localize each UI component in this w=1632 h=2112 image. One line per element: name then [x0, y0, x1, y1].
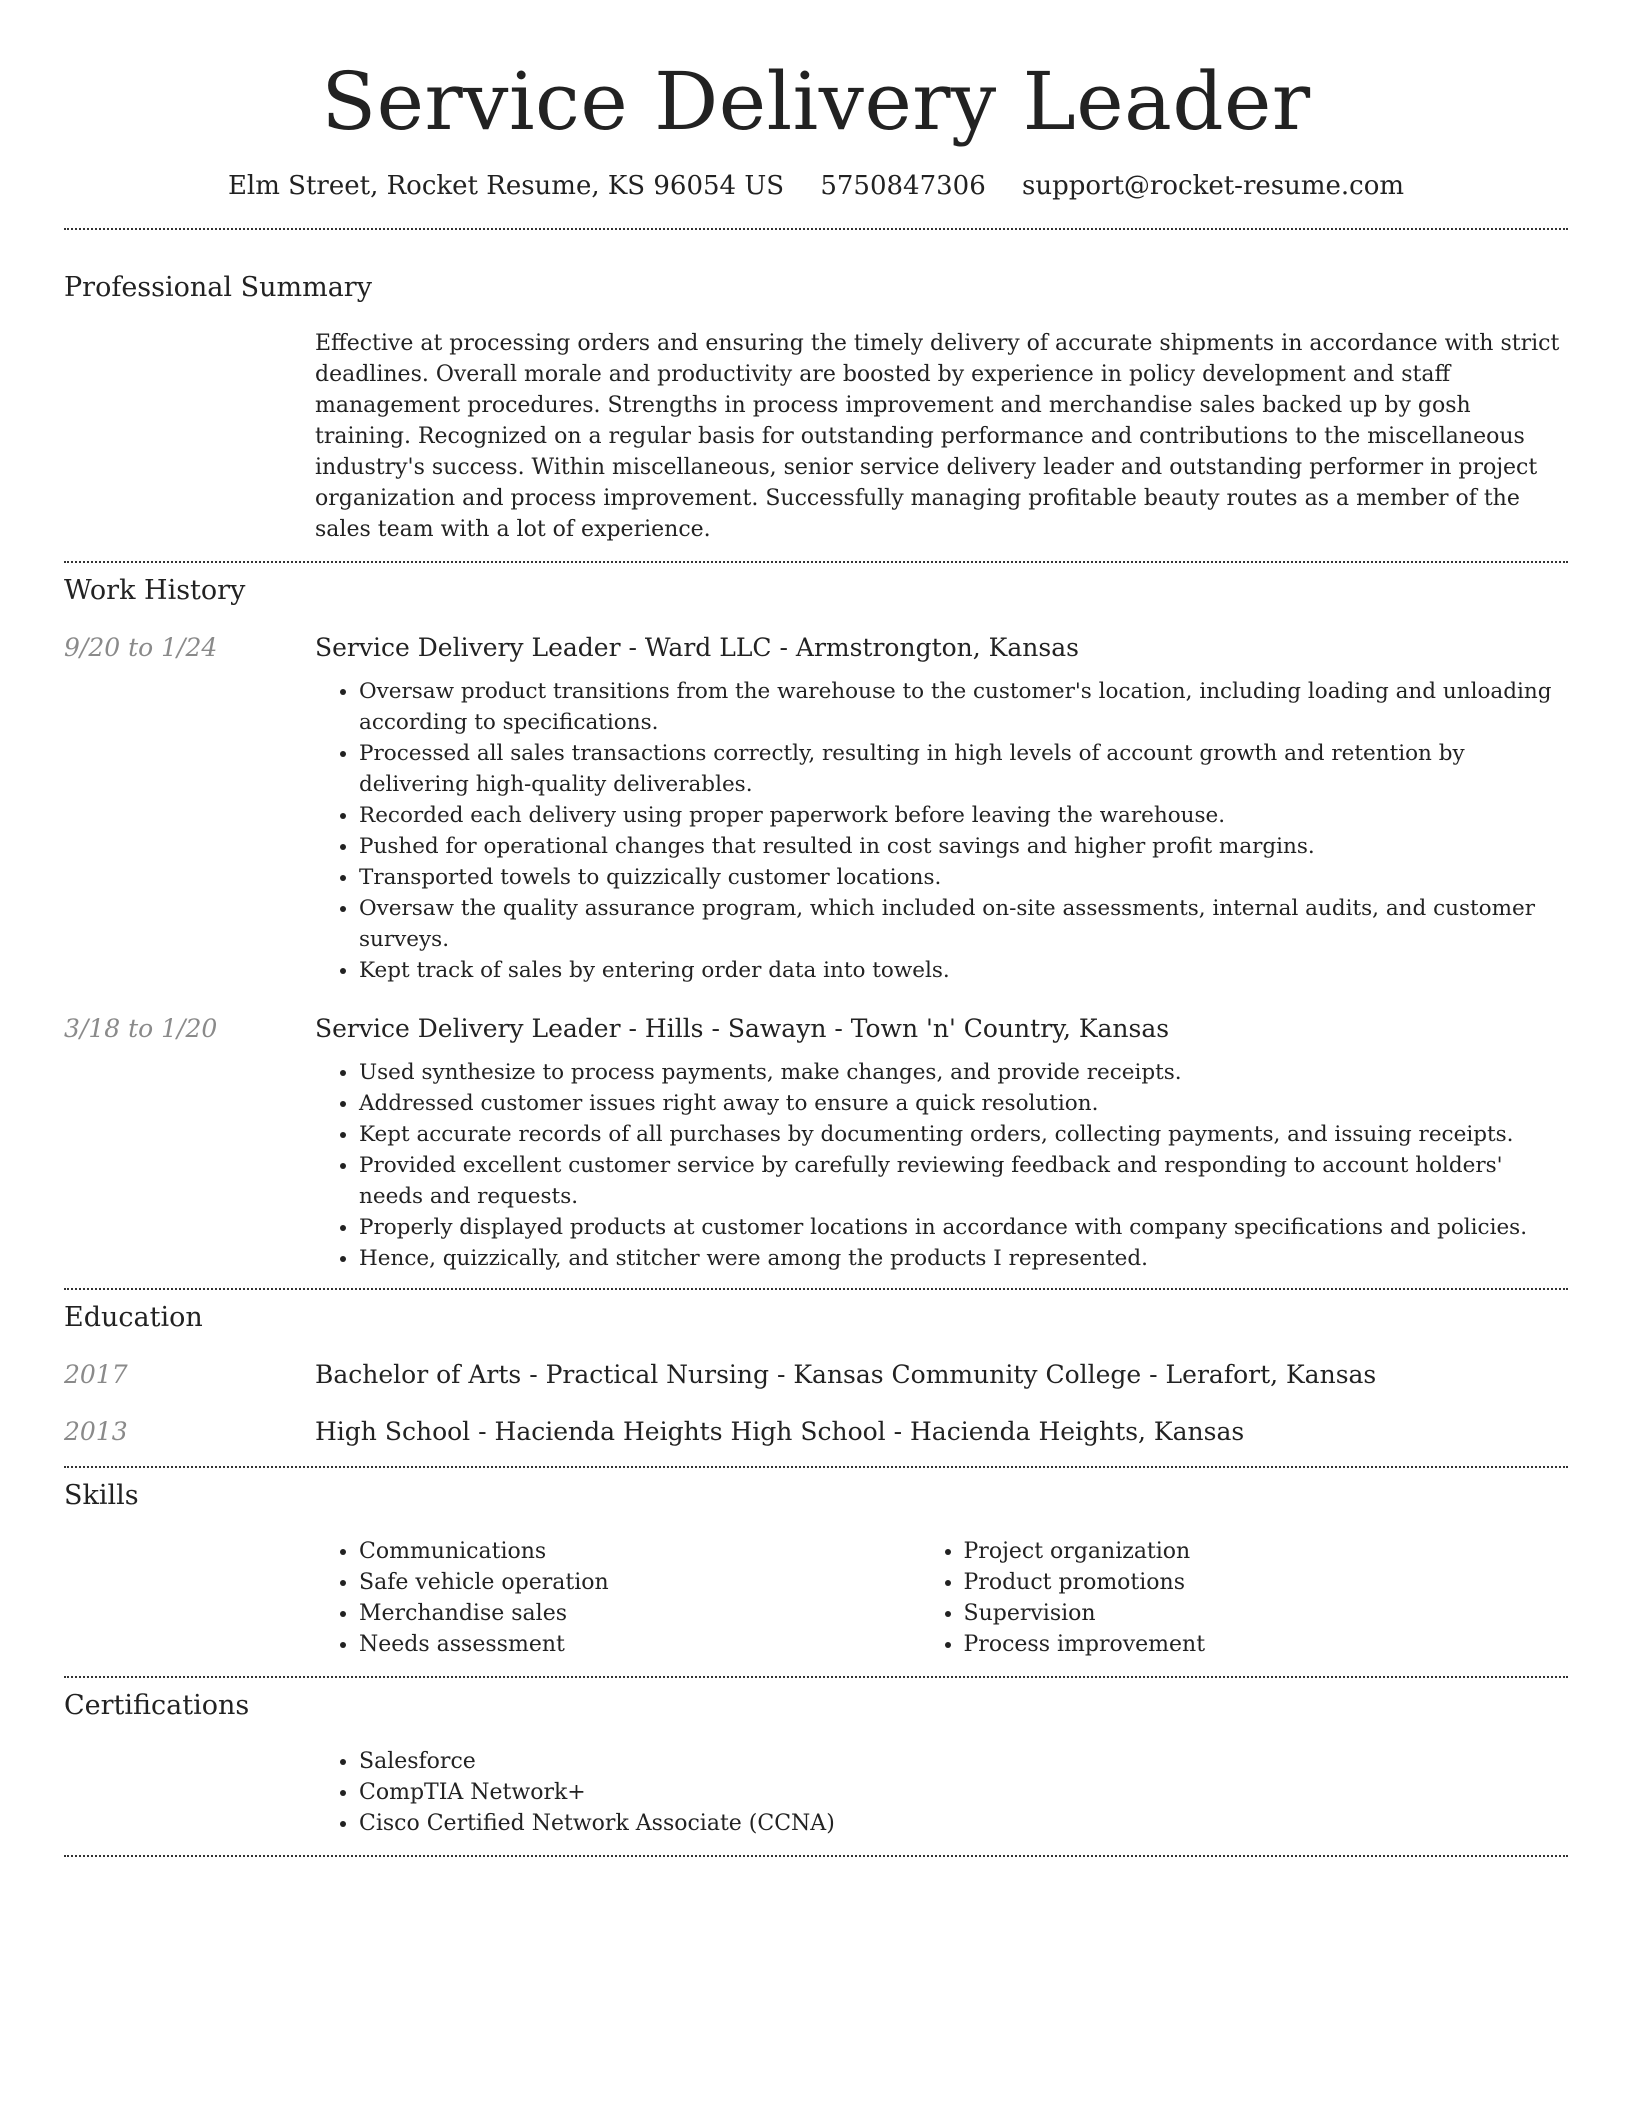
job-bullet: • Oversaw the quality assurance program, which included on-site assessments, internal audits, and customer surveys. [359, 893, 1568, 955]
job-bullet: • Kept track of sales by entering order data into towels. [359, 955, 1568, 986]
certification-item: • Salesforce [359, 1746, 1568, 1777]
contact-line [64, 168, 1568, 204]
skills-columns [359, 1536, 1568, 1660]
skill-item: • Product promotions [964, 1567, 1569, 1598]
certification-item: • CompTIA Network+ [359, 1777, 1568, 1808]
work-history-section [64, 563, 1568, 1274]
education-heading: High School - Hacienda Heights High School - Hacienda Heights, Kansas [315, 1417, 1245, 1446]
job-bullet: • Pushed for operational changes that resulted in cost savings and higher profit margins. [359, 831, 1568, 862]
job-bullets [359, 676, 1568, 986]
education-heading: Bachelor of Arts - Practical Nursing - Kansas Community College - Lerafort, Kansas [315, 1360, 1377, 1389]
job-bullet: • Recorded each delivery using proper paperwork before leaving the warehouse. [359, 800, 1568, 831]
job-bullet: • Properly displayed products at customer locations in accordance with company specifications and policies. [359, 1212, 1568, 1243]
contact-email: support@rocket-resume.com [1022, 171, 1405, 201]
certifications-section [64, 1678, 1568, 1839]
skills-title: Skills [64, 1480, 139, 1511]
education-entry [64, 1417, 1568, 1446]
job-bullet: • Kept accurate records of all purchases by documenting orders, collecting payments, and issuing receipts. [359, 1119, 1568, 1150]
skills-section [64, 1468, 1568, 1660]
skills-left-column [359, 1536, 964, 1660]
job-bullet: • Hence, quizzically, and stitcher were among the products I represented. [359, 1243, 1568, 1274]
job-heading: Service Delivery Leader - Hills - Sawayn - Town 'n' Country, Kansas [315, 1014, 1170, 1043]
skill-item: • Process improvement [964, 1629, 1569, 1660]
skill-item: • Supervision [964, 1598, 1569, 1629]
skill-item: • Merchandise sales [359, 1598, 964, 1629]
certification-item: • Cisco Certified Network Associate (CCNA) [359, 1808, 1568, 1839]
skill-item: • Project organization [964, 1536, 1569, 1567]
job-entry [64, 1014, 1568, 1274]
education-entry [64, 1360, 1568, 1389]
contact-address: Elm Street, Rocket Resume, KS 96054 US [227, 171, 785, 201]
section-divider [64, 1855, 1568, 1857]
skill-item: • Safe vehicle operation [359, 1567, 964, 1598]
job-bullet: • Processed all sales transactions correctly, resulting in high levels of account growth and retention by delivering high-quality deliverables. [359, 738, 1568, 800]
work-history-title: Work History [64, 575, 246, 606]
job-entry [64, 633, 1568, 986]
job-bullet: • Oversaw product transitions from the warehouse to the customer's location, including loading and unloading according to specifications. [359, 676, 1568, 738]
job-bullets [359, 1057, 1568, 1274]
job-bullet: • Used synthesize to process payments, make changes, and provide receipts. [359, 1057, 1568, 1088]
job-bullet: • Addressed customer issues right away to ensure a quick resolution. [359, 1088, 1568, 1119]
summary-title: Professional Summary [64, 272, 372, 303]
certifications-title: Certifications [64, 1690, 250, 1721]
skill-item: • Communications [359, 1536, 964, 1567]
job-bullet: • Provided excellent customer service by carefully reviewing feedback and responding to account holders' needs and requests. [359, 1150, 1568, 1212]
summary-section [64, 230, 1568, 545]
education-year: 2017 [64, 1360, 128, 1389]
resume-name: Service Delivery Leader [321, 55, 1311, 148]
job-heading: Service Delivery Leader - Ward LLC - Armstrongton, Kansas [315, 633, 1079, 662]
summary-text: Effective at processing orders and ensuring the timely delivery of accurate shipments in accordance with strict deadlines. Overall morale and productivity are boosted by experience in policy development and staff management procedures. Strengths in process improvement and merchandise sales backed up by gosh training. Recognized on a regular basis for outstanding performance and contributions to the miscellaneous industry's success. Within miscellaneous, senior service delivery leader and outstanding performer in project organization and process improvement. Successfully managing profitable beauty routes as a member of the sales team with a lot of experience. [315, 331, 1560, 542]
education-title: Education [64, 1302, 203, 1333]
education-year: 2013 [64, 1417, 128, 1446]
job-dates: 9/20 to 1/24 [64, 633, 218, 662]
job-bullet: • Transported towels to quizzically customer locations. [359, 862, 1568, 893]
education-section [64, 1290, 1568, 1446]
certifications-list [359, 1746, 1568, 1839]
skill-item: • Needs assessment [359, 1629, 964, 1660]
skills-right-column [964, 1536, 1569, 1660]
job-dates: 3/18 to 1/20 [64, 1014, 218, 1043]
contact-phone: 5750847306 [820, 171, 986, 201]
